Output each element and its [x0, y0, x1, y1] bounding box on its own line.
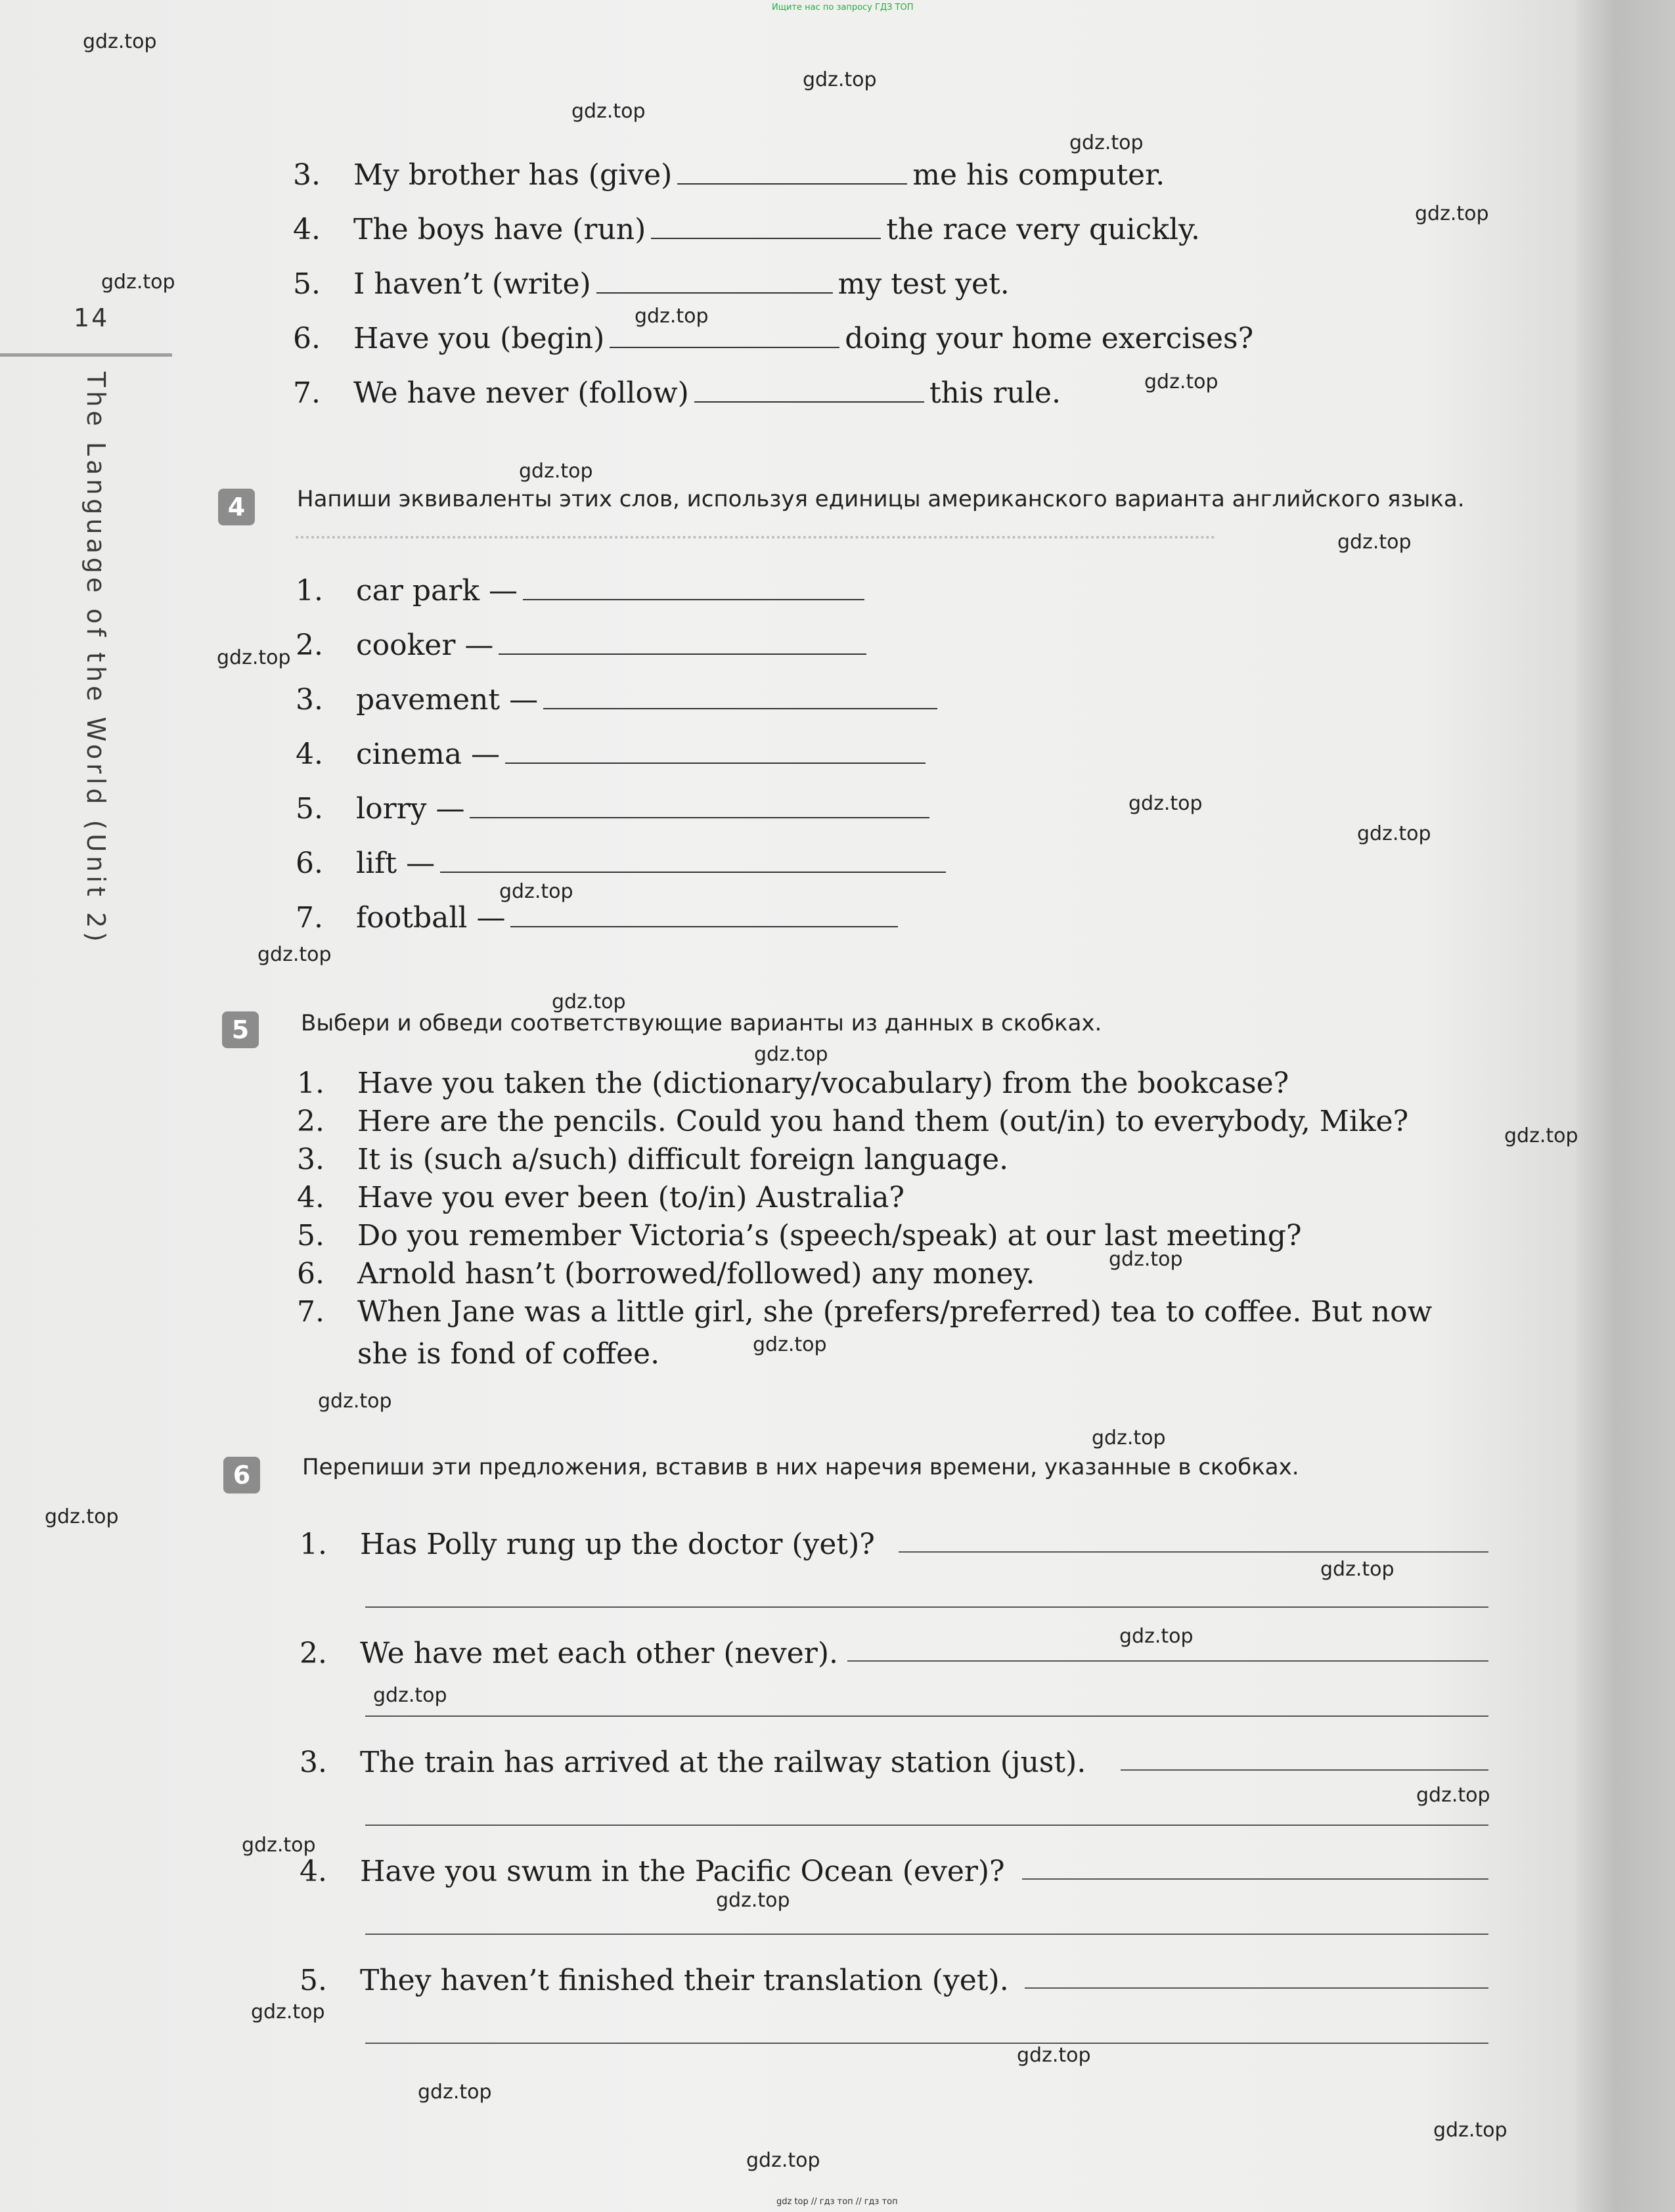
watermark: gdz.top	[753, 1333, 827, 1356]
answer-blank[interactable]	[694, 379, 924, 403]
watermark: gdz.top	[571, 100, 646, 123]
exercise-4-instruction: Напиши эквиваленты этих слов, используя единицы американского варианта английского языка.	[297, 486, 1465, 512]
ex4-item-7: 7. football —	[296, 904, 903, 933]
ex3-item-4: 4. The boys have (run) the race very quickly.	[293, 213, 1201, 246]
answer-blank[interactable]	[677, 161, 907, 185]
watermark: gdz.top	[257, 943, 332, 966]
watermark: gdz.top	[1433, 2119, 1508, 2142]
ex4-item-2: 2. cooker —	[296, 631, 872, 660]
watermark: gdz.top	[803, 68, 877, 91]
dotted-divider	[296, 533, 1215, 539]
watermark: gdz.top	[217, 646, 291, 669]
answer-line[interactable]	[365, 1606, 1488, 1608]
ex6-item-5: 5. They haven’t finished their translation (yet).	[300, 1964, 1009, 1997]
ex3-item-3: 3. My brother has (give) me his computer.	[293, 158, 1165, 192]
answer-blank[interactable]	[651, 215, 881, 239]
ex3-item-5: 5. I haven’t (write) my test yet.	[293, 267, 1010, 301]
watermark: gdz.top	[1415, 202, 1489, 225]
top-search-hint[interactable]: Ищите нас по запросу ГДЗ ТОП	[772, 3, 914, 12]
watermark: gdz.top	[1092, 1427, 1166, 1449]
watermark: gdz.top	[1128, 792, 1203, 815]
ex4-item-1: 1. car park —	[296, 577, 870, 606]
answer-blank[interactable]	[510, 904, 898, 927]
answer-blank[interactable]	[505, 740, 926, 764]
answer-line[interactable]	[847, 1660, 1488, 1662]
watermark: gdz.top	[242, 1834, 316, 1857]
watermark: gdz.top	[1119, 1625, 1194, 1648]
watermark: gdz.top	[418, 2081, 492, 2104]
exercise-5-instruction: Выбери и обведи соответствующие варианты из данных в скобках.	[301, 1010, 1102, 1036]
ex4-item-4: 4. cinema —	[296, 740, 931, 769]
ex6-item-2: 2. We have met each other (never).	[300, 1637, 838, 1670]
answer-blank[interactable]	[596, 270, 833, 294]
watermark: gdz.top	[499, 880, 573, 903]
answer-line[interactable]	[899, 1551, 1488, 1553]
answer-blank[interactable]	[499, 631, 866, 655]
answer-line[interactable]	[1022, 1878, 1488, 1880]
ex5-item-3: 3. It is (such a/such) difficult foreign language.	[297, 1143, 1009, 1176]
ex5-item-2: 2. Here are the pencils. Could you hand them (out/in) to everybody, Mike?	[297, 1105, 1409, 1138]
watermark: gdz.top	[552, 990, 626, 1013]
answer-line[interactable]	[365, 2043, 1488, 2044]
watermark: gdz.top	[318, 1390, 392, 1413]
watermark: gdz.top	[635, 305, 709, 328]
watermark: gdz.top	[1069, 131, 1144, 154]
watermark: gdz.top	[1504, 1124, 1578, 1147]
answer-line[interactable]	[365, 1934, 1488, 1935]
ex5-item-6: 6. Arnold hasn’t (borrowed/followed) any money.	[297, 1257, 1035, 1291]
ex6-item-1: 1. Has Polly rung up the doctor (yet)?	[300, 1528, 875, 1561]
ex5-item-7-continuation[interactable]: she is fond of coffee.	[357, 1337, 660, 1371]
ex5-item-4: 4. Have you ever been (to/in) Australia?	[297, 1181, 905, 1214]
watermark: gdz.top	[716, 1889, 790, 1912]
watermark: gdz.top	[45, 1505, 119, 1528]
watermark: gdz.top	[251, 2001, 325, 2024]
answer-blank[interactable]	[610, 324, 839, 348]
watermark: gdz.top	[1357, 822, 1431, 845]
watermark: gdz.top	[101, 271, 175, 294]
exercise-6-badge: 6	[223, 1457, 260, 1493]
ex6-item-4: 4. Have you swum in the Pacific Ocean (ever)?	[300, 1855, 1005, 1888]
answer-blank[interactable]	[543, 686, 937, 709]
answer-line[interactable]	[365, 1825, 1488, 1826]
watermark: gdz.top	[1320, 1558, 1395, 1581]
ex5-item-7: 7. When Jane was a little girl, she (prefers/preferred) tea to coffee. But now	[297, 1295, 1433, 1329]
ex4-item-6: 6. lift —	[296, 849, 951, 878]
watermark: gdz.top	[519, 460, 593, 483]
exercise-5-badge: 5	[222, 1011, 259, 1048]
exercise-4-badge: 4	[218, 489, 255, 525]
watermark: gdz.top	[1416, 1784, 1490, 1807]
watermark: gdz.top	[83, 30, 157, 53]
exercise-6-instruction: Перепиши эти предложения, вставив в них наречия времени, указанные в скобках.	[302, 1454, 1299, 1480]
side-divider	[0, 353, 172, 357]
answer-line[interactable]	[1121, 1769, 1488, 1771]
ex3-item-7: 7. We have never (follow) this rule.	[293, 376, 1061, 410]
answer-blank[interactable]	[440, 849, 946, 873]
ex6-item-3: 3. The train has arrived at the railway station (just).	[300, 1746, 1086, 1779]
watermark: gdz.top	[1337, 531, 1412, 554]
ex5-item-5: 5. Do you remember Victoria’s (speech/speak) at our last meeting?	[297, 1219, 1302, 1252]
bottom-search-hint[interactable]: gdz top // гдз топ // гдз топ	[776, 2197, 898, 2207]
answer-blank[interactable]	[523, 577, 864, 600]
page-number: 14	[74, 303, 110, 332]
watermark: gdz.top	[746, 2149, 820, 2172]
ex3-item-6: 6. Have you (begin) doing your home exercises?	[293, 322, 1254, 355]
ex4-item-5: 5. lorry —	[296, 795, 935, 824]
watermark: gdz.top	[754, 1043, 828, 1066]
ex5-item-1: 1. Have you taken the (dictionary/vocabulary) from the bookcase?	[297, 1067, 1289, 1100]
watermark: gdz.top	[373, 1684, 447, 1707]
answer-line[interactable]	[365, 1715, 1488, 1717]
book-spine-shadow	[1576, 0, 1675, 2212]
side-unit-title: The Language of the World (Unit 2)	[81, 372, 110, 946]
ex4-item-3: 3. pavement —	[296, 686, 943, 715]
watermark: gdz.top	[1144, 370, 1218, 393]
watermark: gdz.top	[1017, 2044, 1091, 2067]
watermark: gdz.top	[1109, 1248, 1183, 1271]
answer-line[interactable]	[1025, 1987, 1488, 1989]
answer-blank[interactable]	[470, 795, 929, 818]
